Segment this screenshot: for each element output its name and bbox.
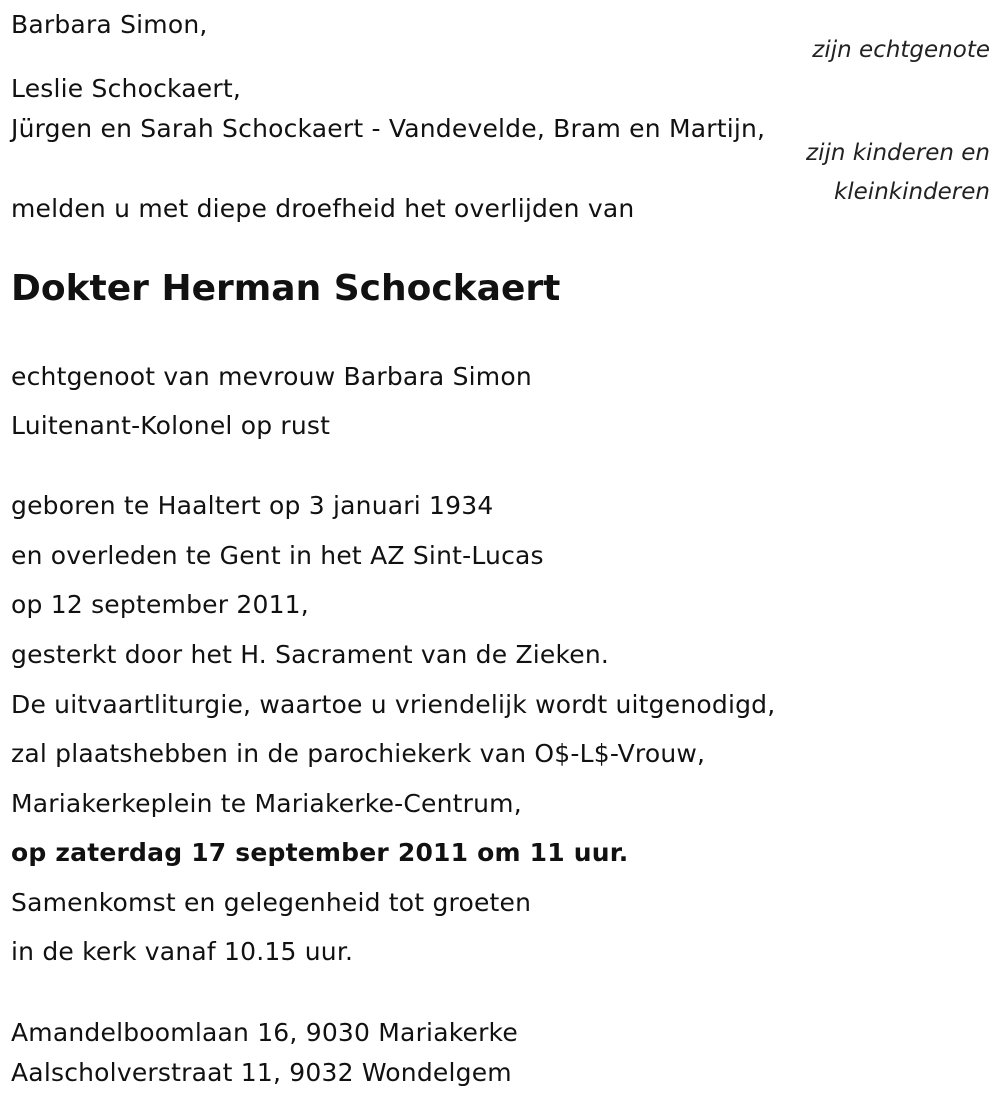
spouse-role: zijn echtgenote (812, 37, 990, 63)
child-name-1: Leslie Schockaert, (11, 74, 241, 103)
children-role-line2: kleinkinderen (833, 179, 990, 205)
born-line: geboren te Haaltert op 3 januari 1934 (11, 491, 494, 520)
address-2: Aalscholverstraat 11, 9032 Wondelgem (11, 1058, 512, 1087)
died-date-line: op 12 september 2011, (11, 590, 309, 619)
spouse-name: Barbara Simon, (11, 10, 208, 39)
gathering-line-2: in de kerk vanaf 10.15 uur. (11, 937, 354, 966)
deceased-name: Dokter Herman Schockaert (11, 268, 561, 309)
address-1: Amandelboomlaan 16, 9030 Mariakerke (11, 1018, 518, 1047)
gathering-line-1: Samenkomst en gelegenheid tot groeten (11, 888, 532, 917)
sacrament-line: gesterkt door het H. Sacrament van de Zieken. (11, 640, 610, 669)
child-name-2: Jürgen en Sarah Schockaert - Vandevelde, Bram en Martijn, (11, 114, 766, 143)
children-role-line1: zijn kinderen en (806, 140, 990, 166)
description-spouse: echtgenoot van mevrouw Barbara Simon (11, 362, 532, 391)
funeral-datetime-line: op zaterdag 17 september 2011 om 11 uur. (11, 838, 629, 867)
died-place-line: en overleden te Gent in het AZ Sint-Lucas (11, 541, 544, 570)
funeral-address-line: Mariakerkeplein te Mariakerke-Centrum, (11, 789, 522, 818)
funeral-invite-line: De uitvaartliturgie, waartoe u vriendelijk wordt uitgenodigd, (11, 690, 776, 719)
description-rank: Luitenant-Kolonel op rust (11, 411, 331, 440)
funeral-church-line: zal plaatshebben in de parochiekerk van O$-L$-Vrouw, (11, 739, 706, 768)
announcement: melden u met diepe droefheid het overlijden van (11, 194, 635, 223)
